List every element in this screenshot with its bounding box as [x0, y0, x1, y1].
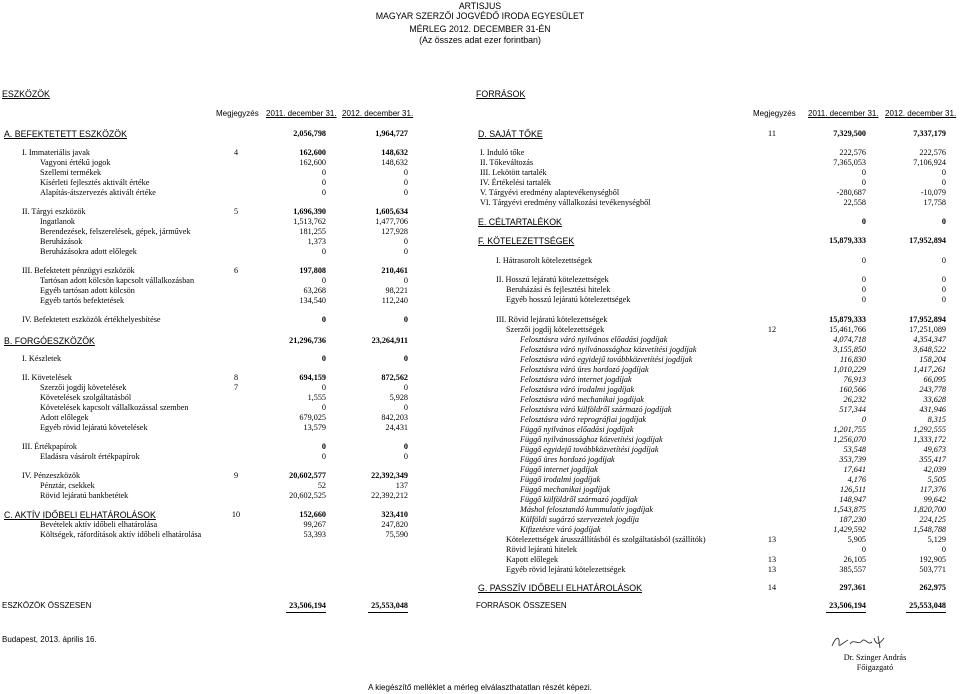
row-label: Eladásra vásárolt értékpapírok	[40, 452, 140, 461]
row-value-2012: 1,964,727	[375, 129, 408, 138]
row-value-2012: 33,628	[923, 395, 946, 404]
row-label: Követelések kapcsolt vállalkozással szemben	[40, 403, 189, 412]
row-value-2012: 503,771	[919, 565, 946, 574]
row-label: Követelések szolgáltatásból	[40, 393, 132, 402]
row-value-2011: 0	[321, 442, 326, 451]
row-value-2012: 0	[941, 285, 946, 294]
row-value-2012: 24,431	[385, 423, 408, 432]
liabilities-total-2012: 25,553,048	[909, 601, 946, 610]
row-value-2012: 117,376	[919, 485, 946, 494]
assets-total-label: ESZKÖZÖK ÖSSZESEN	[2, 601, 92, 610]
row-label: I. Induló tőke	[480, 148, 525, 157]
row-value-2012: 0	[403, 276, 408, 285]
right-col-2012: 2012. december 31.	[885, 109, 957, 118]
row-value-2012: 42,039	[923, 465, 946, 474]
place-date: Budapest, 2013. április 16.	[2, 635, 97, 644]
row-value-2012: 431,946	[919, 405, 946, 414]
row-value-2011: 0	[321, 315, 326, 324]
row-value-2012: 5,129	[927, 535, 946, 544]
row-value-2011: 20,602,525	[289, 491, 326, 500]
signature-image	[830, 632, 890, 652]
row-label: E. CÉLTARTALÉKOK	[478, 217, 562, 227]
row-note: 12	[767, 325, 777, 334]
row-value-2011: 3,155,850	[833, 345, 866, 354]
org-full-name: MAGYAR SZERZŐI JOGVÉDŐ IRODA EGYESÜLET	[375, 11, 585, 21]
row-note: 11	[768, 129, 776, 138]
row-label: Szerzői jogdíj követelések	[40, 383, 127, 392]
row-value-2012: 0	[941, 256, 946, 265]
row-value-2011: 0	[321, 403, 326, 412]
row-value-2012: 1,333,172	[913, 435, 946, 444]
row-value-2012: 23,264,911	[371, 336, 408, 345]
page-subtitle: (Az összes adat ezer forintban)	[419, 35, 541, 45]
row-value-2011: 197,808	[299, 266, 326, 275]
row-label: B. FORGÓESZKÖZÖK	[4, 336, 95, 346]
row-value-2011: 1,555	[307, 393, 326, 402]
row-value-2011: 53,393	[303, 530, 326, 539]
row-label: C. AKTÍV IDŐBELI ELHATÁROLÁSOK	[4, 510, 156, 520]
row-value-2011: 0	[861, 415, 866, 424]
row-value-2012: 0	[403, 188, 408, 197]
row-label: Berendezések, felszerelések, gépek, járművek	[40, 227, 191, 236]
row-value-2012: 210,461	[381, 266, 408, 275]
row-value-2011: 148,947	[839, 495, 866, 504]
row-value-2012: 148,632	[381, 148, 408, 157]
row-label: Felosztásra váró nyilvánossághoz közvetítési jogdíjak	[520, 345, 697, 354]
page-title: MÉRLEG 2012. DECEMBER 31-ÉN	[409, 24, 551, 34]
row-note: 14	[767, 583, 777, 592]
row-value-2011: 385,557	[839, 565, 866, 574]
row-value-2011: -280,687	[836, 188, 866, 197]
liabilities-total-underline-2012	[906, 612, 946, 613]
row-value-2011: 26,105	[843, 555, 866, 564]
row-label: Rövid lejáratú bankbetétek	[40, 491, 129, 500]
right-col-note: Megjegyzés	[753, 109, 796, 118]
row-value-2011: 1,696,390	[293, 207, 326, 216]
row-label: D. SAJÁT TŐKE	[478, 129, 543, 139]
row-label: III. Értékpapírok	[22, 442, 78, 451]
row-value-2011: 679,025	[299, 413, 326, 422]
liabilities-total-underline-2011	[826, 612, 866, 613]
row-value-2012: 0	[403, 237, 408, 246]
row-label: Ingatlanok	[40, 217, 76, 226]
row-value-2011: 13,579	[303, 423, 326, 432]
row-value-2012: 22,392,212	[371, 491, 408, 500]
left-col-note: Megjegyzés	[216, 109, 259, 118]
row-value-2011: 0	[321, 383, 326, 392]
row-value-2012: 243,778	[919, 385, 946, 394]
left-col-2012: 2012. december 31.	[342, 109, 414, 118]
row-value-2012: 222,576	[919, 148, 946, 157]
row-label: Bevételek aktív időbeli elhatárolása	[40, 520, 158, 529]
row-note: 6	[233, 266, 239, 275]
row-value-2011: 0	[321, 178, 326, 187]
row-value-2011: 0	[861, 168, 866, 177]
row-label: Függő mechanikai jogdíjak	[520, 485, 611, 494]
row-value-2012: 49,673	[923, 445, 946, 454]
row-label: Beruházásokra adott előlegek	[40, 247, 137, 256]
row-value-2012: 99,642	[923, 495, 946, 504]
row-value-2011: 1,373	[307, 237, 326, 246]
row-value-2012: 0	[403, 383, 408, 392]
row-value-2012: 17,952,894	[909, 236, 946, 245]
row-note: 9	[233, 471, 239, 480]
row-value-2012: 1,292,555	[913, 425, 946, 434]
row-value-2011: 134,540	[299, 296, 326, 305]
row-label: Szellemi termékek	[40, 168, 102, 177]
row-value-2012: 5,928	[389, 393, 408, 402]
row-label: I. Készletek	[22, 354, 62, 363]
row-value-2012: 1,417,261	[913, 365, 946, 374]
row-label: II. Hosszú lejáratú kötelezettségek	[496, 275, 609, 284]
row-value-2011: 20,602,577	[289, 471, 326, 480]
row-value-2011: 52	[317, 481, 326, 490]
row-label: II. Tőkeváltozás	[480, 158, 534, 167]
row-value-2012: 355,417	[919, 455, 946, 464]
row-value-2012: 842,203	[381, 413, 408, 422]
row-value-2011: 76,913	[843, 375, 866, 384]
row-value-2011: 0	[861, 217, 866, 226]
row-note: 7	[233, 383, 239, 392]
row-value-2011: 5,905	[847, 535, 866, 544]
row-value-2011: 517,344	[839, 405, 866, 414]
row-label: Egyéb tartós befektetések	[40, 296, 125, 305]
right-col-2011: 2011. december 31.	[808, 109, 879, 118]
row-label: Felosztásra váró reprográfiai jogdíjak	[520, 415, 647, 424]
row-value-2011: 1,256,070	[833, 435, 866, 444]
row-label: VI. Tárgyévi eredmény vállalkozási tevékenységből	[480, 198, 651, 207]
row-value-2012: 98,221	[385, 286, 408, 295]
row-note: 13	[767, 555, 777, 564]
row-value-2012: 0	[403, 247, 408, 256]
row-note: 8	[233, 373, 239, 382]
row-value-2012: 872,562	[381, 373, 408, 382]
row-value-2012: 1,548,788	[913, 525, 946, 534]
row-label: II. Tárgyi eszközök	[22, 207, 86, 216]
row-value-2011: 0	[861, 285, 866, 294]
row-note: 10	[231, 510, 241, 519]
row-value-2011: 1,010,229	[833, 365, 866, 374]
row-value-2012: 0	[403, 403, 408, 412]
row-value-2011: 162,600	[299, 158, 326, 167]
row-label: Függő egyidejű továbbközvetítési jogdíjak	[520, 445, 659, 454]
row-label: IV. Pénzeszközök	[22, 471, 81, 480]
row-value-2011: 7,329,500	[833, 129, 866, 138]
row-label: Felosztásra váró irodalmi jogdíjak	[520, 385, 635, 394]
row-label: III. Lekötött tartalék	[480, 168, 547, 177]
row-value-2011: 15,879,333	[829, 236, 866, 245]
row-value-2011: 21,296,736	[289, 336, 326, 345]
row-value-2012: 0	[403, 452, 408, 461]
row-value-2011: 353,739	[839, 455, 866, 464]
row-label: Külföldi sugárzó szervezetek jogdíja	[520, 515, 639, 524]
row-label: Egyéb rövid lejáratú követelések	[40, 423, 148, 432]
row-label: G. PASSZÍV IDŐBELI ELHATÁROLÁSOK	[478, 583, 642, 593]
row-value-2012: 1,477,706	[375, 217, 408, 226]
liabilities-section-title: FORRÁSOK	[476, 89, 526, 99]
row-value-2011: 1,543,875	[833, 505, 866, 514]
row-label: III. Rövid lejáratú kötelezettségek	[496, 315, 608, 324]
row-value-2012: 0	[941, 275, 946, 284]
row-label: II. Követelések	[22, 373, 73, 382]
row-value-2011: 694,159	[299, 373, 326, 382]
row-value-2012: 148,632	[381, 158, 408, 167]
row-value-2011: 0	[321, 168, 326, 177]
row-value-2012: 0	[941, 545, 946, 554]
row-value-2012: 323,410	[381, 510, 408, 519]
row-value-2011: 1,513,762	[293, 217, 326, 226]
row-value-2011: 7,365,053	[833, 158, 866, 167]
row-label: Függő internet jogdíjak	[520, 465, 598, 474]
row-label: Beruházások	[40, 237, 83, 246]
row-value-2011: 0	[861, 178, 866, 187]
row-label: Kifizetésre váró jogdíjak	[520, 525, 601, 534]
row-label: Egyéb rövid lejáratú kötelezettségek	[506, 565, 626, 574]
row-value-2011: 116,830	[839, 355, 866, 364]
row-value-2011: 0	[321, 452, 326, 461]
row-value-2011: 160,566	[839, 385, 866, 394]
liabilities-total-label: FORRÁSOK ÖSSZESEN	[476, 601, 567, 610]
row-value-2012: 262,975	[919, 583, 946, 592]
left-col-2011: 2011. december 31.	[266, 109, 337, 118]
row-value-2012: 4,354,347	[913, 335, 946, 344]
row-value-2012: 112,240	[381, 296, 408, 305]
row-value-2012: 0	[403, 168, 408, 177]
row-value-2011: 4,176	[847, 475, 866, 484]
row-value-2011: 126,511	[839, 485, 866, 494]
assets-section-title: ESZKÖZÖK	[2, 89, 50, 99]
row-label: I. Immateriális javak	[22, 148, 90, 157]
row-label: Pénztár, csekkek	[40, 481, 95, 490]
row-value-2012: 1,820,700	[913, 505, 946, 514]
assets-total-underline-2011	[286, 612, 326, 613]
row-value-2012: 0	[941, 295, 946, 304]
row-label: Felosztásra váró nyilvános előadási jogdíjak	[520, 335, 668, 344]
row-label: Függő irodalmi jogdíjak	[520, 475, 601, 484]
row-value-2012: 0	[403, 442, 408, 451]
org-name: ARTISJUS	[458, 1, 502, 11]
row-label: I. Hátrasorolt kötelezettségek	[496, 256, 593, 265]
row-value-2011: 15,461,766	[829, 325, 866, 334]
row-value-2011: 1,429,592	[833, 525, 866, 534]
row-label: Adott előlegek	[40, 413, 89, 422]
assets-total-2011: 23,506,194	[289, 601, 326, 610]
row-value-2012: 247,820	[381, 520, 408, 529]
row-value-2012: 127,928	[381, 227, 408, 236]
assets-total-underline-2012	[368, 612, 408, 613]
row-label: Költségek, ráfordítások aktív időbeli elhatárolása	[40, 530, 202, 539]
assets-total-2012: 25,553,048	[371, 601, 408, 610]
row-value-2012: 0	[403, 354, 408, 363]
row-value-2011: 15,879,333	[829, 315, 866, 324]
row-label: Függő üres hordozó jogdíjak	[520, 455, 615, 464]
row-label: F. KÖTELEZETTSÉGEK	[478, 236, 575, 246]
row-label: Felosztásra váró egyidejű továbbközvetítési jogdíjak	[520, 355, 693, 364]
row-value-2011: 162,600	[299, 148, 326, 157]
row-label: Felosztásra váró internet jogdíjak	[520, 375, 632, 384]
row-value-2012: 17,251,089	[909, 325, 946, 334]
row-value-2012: 192,905	[919, 555, 946, 564]
row-value-2011: 222,576	[839, 148, 866, 157]
row-value-2012: 158,204	[919, 355, 946, 364]
row-value-2012: 0	[941, 217, 946, 226]
row-value-2011: 26,232	[843, 395, 866, 404]
row-label: Kötelezettségek árusszállításból és szolgáltatásból (szállítók)	[506, 535, 706, 544]
row-label: Felosztásra váró külföldről származó jogdíjak	[520, 405, 672, 414]
row-label: Beruházási és fejlesztési hitelek	[506, 285, 611, 294]
row-value-2012: 7,106,924	[913, 158, 946, 167]
signatory-name: Dr. Szinger András	[843, 653, 907, 662]
row-value-2012: 22,392,349	[371, 471, 408, 480]
row-value-2012: 0	[941, 168, 946, 177]
row-note: 4	[233, 148, 239, 157]
row-value-2011: 4,074,718	[833, 335, 866, 344]
row-note: 13	[767, 535, 777, 544]
row-value-2012: 0	[403, 315, 408, 324]
row-note: 5	[233, 207, 239, 216]
row-label: IV. Értékelési tartalék	[480, 178, 552, 187]
row-value-2011: 2,056,798	[293, 129, 326, 138]
row-value-2011: 0	[321, 247, 326, 256]
footer-note: A kiegészítő melléklet a mérleg elválaszthatatlan részét képezi.	[368, 683, 592, 692]
row-label: Felosztásra váró üres hordozó jogdíjak	[520, 365, 649, 374]
row-label: Függő külföldről származó jogdíjak	[520, 495, 638, 504]
row-value-2011: 99,267	[303, 520, 326, 529]
row-label: IV. Befektetett eszközök értékhelyesbítése	[22, 315, 161, 324]
row-value-2012: 17,952,894	[909, 315, 946, 324]
row-value-2011: 22,558	[843, 198, 866, 207]
row-label: Kapott előlegek	[506, 555, 559, 564]
row-value-2012: 17,758	[923, 198, 946, 207]
row-value-2012: 3,648,522	[913, 345, 946, 354]
row-value-2011: 0	[321, 276, 326, 285]
row-value-2011: 0	[861, 256, 866, 265]
row-label: Máshol felosztandó kummulatív jogdíjak	[520, 505, 654, 514]
row-label: Egyéb hosszú lejáratú kötelezettségek	[506, 295, 631, 304]
row-value-2012: 75,590	[385, 530, 408, 539]
row-value-2012: 8,315	[927, 415, 946, 424]
row-value-2012: 1,605,634	[375, 207, 408, 216]
row-label: Felosztásra váró mechanikai jogdíjak	[520, 395, 644, 404]
row-value-2012: -10,079	[920, 188, 946, 197]
row-label: A. BEFEKTETETT ESZKÖZÖK	[4, 129, 128, 139]
row-value-2012: 0	[403, 178, 408, 187]
row-value-2011: 0	[321, 188, 326, 197]
row-label: V. Tárgyévi eredmény alaptevékenységből	[480, 188, 620, 197]
row-label: Alapítás-átszervezés aktivált értéke	[40, 188, 156, 197]
row-label: Kísérleti fejlesztés aktivált értéke	[40, 178, 150, 187]
row-label: Rövid lejáratú hitelek	[506, 545, 577, 554]
row-label: Vagyoni értékű jogok	[40, 158, 111, 167]
row-value-2012: 66,095	[923, 375, 946, 384]
row-label: Szerzői jogdíj kötelezettségek	[506, 325, 605, 334]
row-value-2011: 1,201,755	[833, 425, 866, 434]
row-value-2011: 187,230	[839, 515, 866, 524]
row-value-2011: 63,268	[303, 286, 326, 295]
row-value-2011: 0	[861, 295, 866, 304]
row-value-2012: 7,337,179	[913, 129, 946, 138]
row-value-2011: 0	[861, 545, 866, 554]
row-value-2011: 0	[321, 354, 326, 363]
row-note: 13	[767, 565, 777, 574]
row-label: Függő nyilvánossághoz közvetítési jogdíjak	[520, 435, 663, 444]
row-value-2012: 224,125	[919, 515, 946, 524]
row-value-2012: 5,505	[927, 475, 946, 484]
row-label: Tartósan adott kölcsön kapcsolt vállalkozásban	[40, 276, 195, 285]
row-label: III. Befektetett pénzügyi eszközök	[22, 266, 135, 275]
row-value-2011: 181,255	[299, 227, 326, 236]
row-value-2011: 53,548	[843, 445, 866, 454]
row-value-2011: 17,641	[843, 465, 866, 474]
row-label: Függő nyilvános előadási jogdíjak	[520, 425, 634, 434]
row-value-2011: 0	[861, 275, 866, 284]
row-label: Egyéb tartósan adott kölcsön	[40, 286, 135, 295]
row-value-2011: 297,361	[839, 583, 866, 592]
row-value-2011: 152,660	[299, 510, 326, 519]
signatory-title: Főigazgató	[856, 663, 894, 672]
liabilities-total-2011: 23,506,194	[829, 601, 866, 610]
row-value-2012: 0	[941, 178, 946, 187]
row-value-2012: 137	[395, 481, 408, 490]
